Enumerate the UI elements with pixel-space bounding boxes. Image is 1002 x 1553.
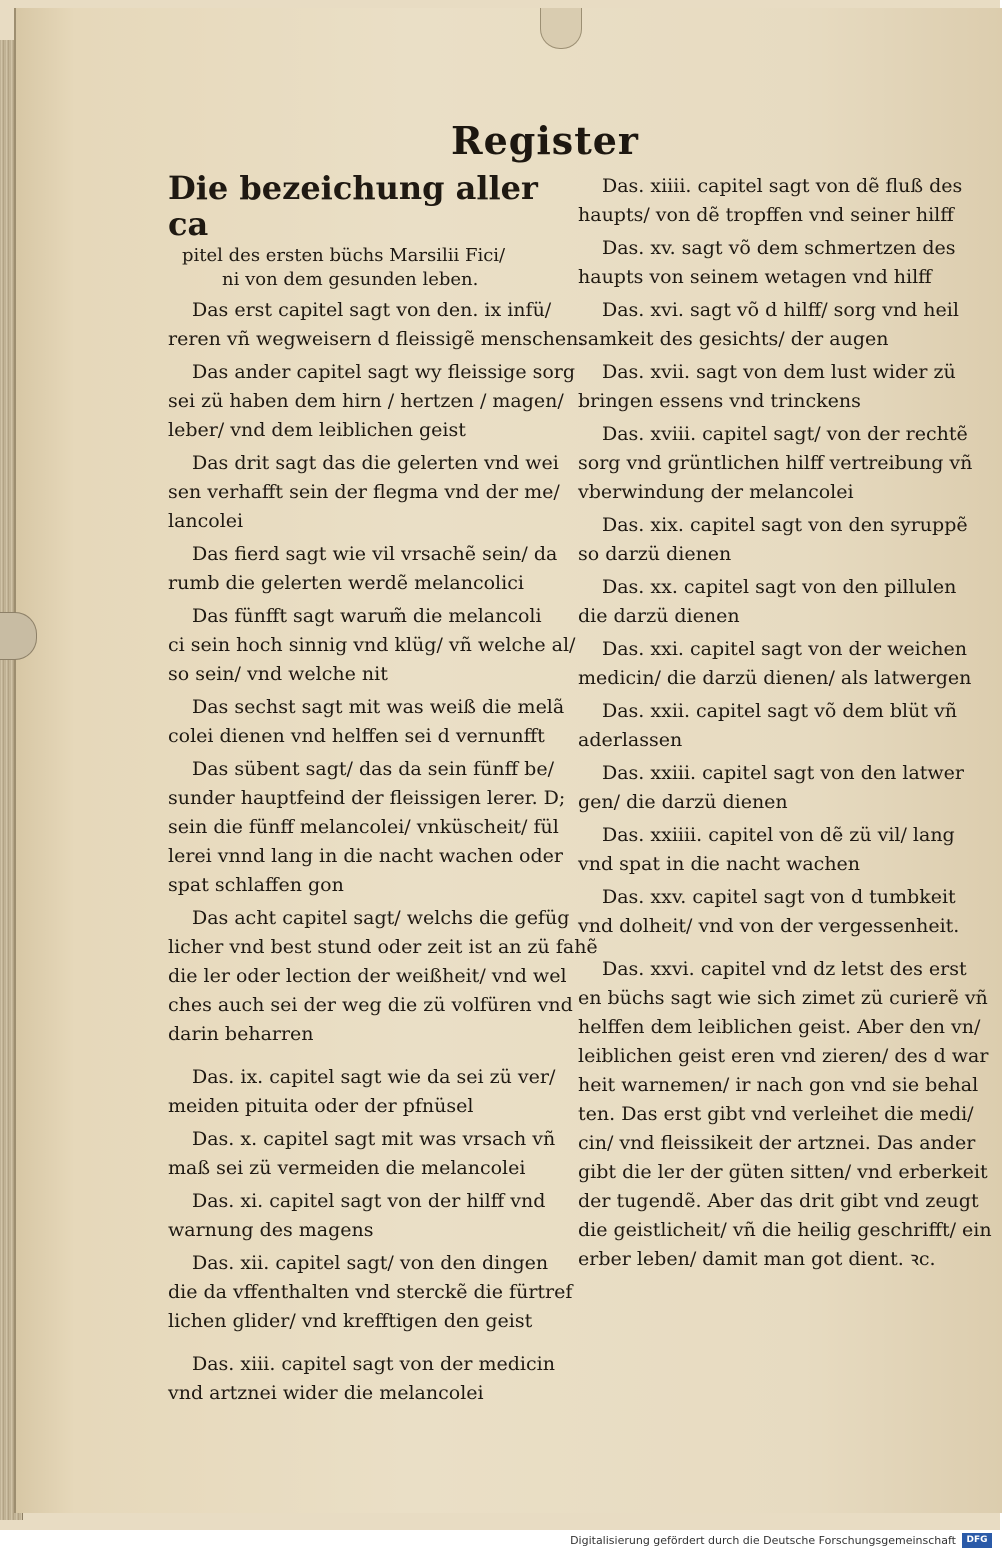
entry-line: die da vffenthalten vnd sterckẽ die fürtref xyxy=(168,1281,573,1303)
entry-line: die darzü dienen xyxy=(578,605,740,627)
entry-line: sorg vnd grüntlichen hilff vertreibung vñ xyxy=(578,452,973,474)
entry-line: heit warnemen/ ir nach gon vnd sie behal xyxy=(578,1074,979,1096)
entry-line: leber/ vnd dem leiblichen geist xyxy=(168,419,466,441)
entry-line: Das. xxiii. capitel sagt von den latwer xyxy=(602,762,965,784)
register-entry xyxy=(578,573,957,631)
register-entry xyxy=(168,1249,573,1336)
entry-line: Das. ix. capitel sagt wie da sei zü ver/ xyxy=(192,1066,556,1088)
entry-line: lerei vnnd lang in die nacht wachen oder xyxy=(168,845,563,867)
register-entry xyxy=(578,759,965,817)
register-entry xyxy=(578,511,968,569)
entry-line: Das. xiiii. capitel sagt von dẽ fluß des xyxy=(602,175,963,197)
entry-line: Das. x. capitel sagt mit was vrsach vñ xyxy=(192,1128,556,1150)
register-entry xyxy=(168,358,576,445)
entry-line: erber leben/ damit man got dient. ꝛc. xyxy=(578,1248,936,1270)
entry-line: Das fünfft sagt warum̃ die melancoli xyxy=(192,605,542,627)
entry-line: ci sein hoch sinnig vnd klüg/ vñ welche al/ xyxy=(168,634,576,656)
register-entry xyxy=(168,904,598,1049)
entry-line: Das. xvii. sagt von dem lust wider zü xyxy=(602,361,956,383)
entry-line: vnd artznei wider die melancolei xyxy=(168,1382,484,1404)
entry-line: Das. xi. capitel sagt von der hilff vnd xyxy=(192,1190,546,1212)
entry-line: colei dienen vnd helffen sei d vernunfft xyxy=(168,725,545,747)
entry-line: Das fierd sagt wie vil vrsachẽ sein/ da xyxy=(192,543,558,565)
entry-line: rumb die gelerten werdẽ melancolici xyxy=(168,572,524,594)
footer-credit: Digitalisierung gefördert durch die Deutsche Forschungsgemeinschaft xyxy=(570,1534,956,1547)
register-entry xyxy=(578,296,959,354)
entry-line: licher vnd best stund oder zeit ist an zü fahẽ xyxy=(168,936,598,958)
entry-line: sei zü haben dem hirn / hertzen / magen/ xyxy=(168,390,564,412)
left-column xyxy=(168,169,598,1412)
dfg-logo: DFG xyxy=(962,1533,992,1548)
entry-line: Das. xiii. capitel sagt von der medicin xyxy=(192,1353,555,1375)
register-entry xyxy=(578,955,992,1274)
entry-line: warnung des magens xyxy=(168,1219,374,1241)
entry-line: Das. xvi. sagt võ d hilff/ sorg vnd heil xyxy=(602,299,959,321)
intro-line: ni von dem gesunden leben. xyxy=(222,269,479,290)
right-column xyxy=(578,172,992,1278)
register-entry xyxy=(578,697,957,755)
entry-line: ten. Das erst gibt vnd verleihet die medi/ xyxy=(578,1103,974,1125)
register-entry xyxy=(578,172,963,230)
entry-line: lancolei xyxy=(168,510,244,532)
left-entry-list xyxy=(168,296,598,1408)
entry-line: gibt die ler der güten sitten/ vnd erberkeit xyxy=(578,1161,988,1183)
intro-line: pitel des ersten büchs Marsilii Fici/ xyxy=(182,245,506,266)
entry-line: Das. xxvi. capitel vnd dz letst des erst xyxy=(602,958,967,980)
entry-line: sein die fünff melancolei/ vnküscheit/ fül xyxy=(168,816,559,838)
register-entry xyxy=(168,1187,546,1245)
register-entry xyxy=(168,540,558,598)
register-entry xyxy=(578,635,972,693)
entry-line: Das erst capitel sagt von den. ix infü/ xyxy=(192,299,552,321)
register-entry xyxy=(578,358,956,416)
register-entry xyxy=(168,755,566,900)
entry-line: Das. xii. capitel sagt/ von den dingen xyxy=(192,1252,549,1274)
entry-line: Das drit sagt das die gelerten vnd wei xyxy=(192,452,559,474)
entry-line: maß sei zü vermeiden die melancolei xyxy=(168,1157,526,1179)
entry-line: spat schlaffen gon xyxy=(168,874,344,896)
entry-line: Das. xxv. capitel sagt von d tumbkeit xyxy=(602,886,956,908)
register-entry xyxy=(578,234,956,292)
entry-line: sen verhafft sein der flegma vnd der me/ xyxy=(168,481,560,503)
entry-line: Das. xxii. capitel sagt võ dem blüt vñ xyxy=(602,700,957,722)
entry-line: sunder hauptfeind der fleissigen lerer. D; xyxy=(168,787,566,809)
intro-title: Die bezeichung aller ca xyxy=(168,169,538,243)
entry-line: lichen glider/ vnd krefftigen den geist xyxy=(168,1310,533,1332)
entry-line: haupts von seinem wetagen vnd hilff xyxy=(578,266,932,288)
entry-line: so darzü dienen xyxy=(578,543,732,565)
register-entry xyxy=(578,821,955,879)
entry-line: ches auch sei der weg die zü volfüren vnd xyxy=(168,994,573,1016)
register-entry xyxy=(578,883,960,941)
entry-line: Das. xv. sagt võ dem schmertzen des xyxy=(602,237,956,259)
entry-line: Das acht capitel sagt/ welchs die gefüg xyxy=(192,907,570,929)
entry-line: haupts/ von dẽ tropffen vnd seiner hilff xyxy=(578,204,954,226)
entry-line: Das. xviii. capitel sagt/ von der rechtẽ xyxy=(602,423,968,445)
register-entry xyxy=(168,1125,556,1183)
entry-line: vnd dolheit/ vnd von der vergessenheit. xyxy=(578,915,960,937)
register-entry xyxy=(168,693,565,751)
entry-line: die ler oder lection der weißheit/ vnd wel xyxy=(168,965,567,987)
page-heading: Register xyxy=(451,118,639,163)
register-entry xyxy=(168,1350,555,1408)
entry-line: aderlassen xyxy=(578,729,683,751)
entry-line: helffen dem leiblichen geist. Aber den vn/ xyxy=(578,1016,981,1038)
entry-line: cin/ vnd fleissikeit der artznei. Das ander xyxy=(578,1132,976,1154)
register-entry xyxy=(168,602,576,689)
register-entry xyxy=(168,449,560,536)
entry-line: Das. xxiiii. capitel von dẽ zü vil/ lang xyxy=(602,824,955,846)
entry-line: die geistlicheit/ vñ die heilig geschrifft/ ein xyxy=(578,1219,992,1241)
entry-line: reren vñ wegweisern d fleissigẽ menschen. xyxy=(168,328,585,350)
entry-line: Das. xxi. capitel sagt von der weichen xyxy=(602,638,968,660)
entry-line: gen/ die darzü dienen xyxy=(578,791,788,813)
entry-line: bringen essens vnd trinckens xyxy=(578,390,861,412)
entry-line: Das. xix. capitel sagt von den syruppẽ xyxy=(602,514,968,536)
entry-line: Das sübent sagt/ das da sein fünff be/ xyxy=(192,758,554,780)
right-entry-list xyxy=(578,172,992,1274)
entry-line: der tugendẽ. Aber das drit gibt vnd zeugt xyxy=(578,1190,979,1212)
entry-line: Das ander capitel sagt wy fleissige sorg xyxy=(192,361,576,383)
entry-line: samkeit des gesichts/ der augen xyxy=(578,328,889,350)
entry-line: vnd spat in die nacht wachen xyxy=(578,853,861,875)
entry-line: leiblichen geist eren vnd zieren/ des d war xyxy=(578,1045,989,1067)
entry-line: en büchs sagt wie sich zimet zü curierẽ vñ xyxy=(578,987,988,1009)
entry-line: meiden pituita oder der pfnüsel xyxy=(168,1095,474,1117)
entry-line: darin beharren xyxy=(168,1023,314,1045)
entry-line: vberwindung der melancolei xyxy=(578,481,854,503)
entry-line: Das sechst sagt mit was weiß die melã xyxy=(192,696,565,718)
entry-line: so sein/ vnd welche nit xyxy=(168,663,388,685)
register-entry xyxy=(168,1063,556,1121)
register-entry xyxy=(168,296,585,354)
entry-line: Das. xx. capitel sagt von den pillulen xyxy=(602,576,957,598)
intro-subtitle xyxy=(168,244,538,292)
top-clip xyxy=(540,8,582,49)
register-entry xyxy=(578,420,973,507)
entry-line: medicin/ die darzü dienen/ als latwergen xyxy=(578,667,972,689)
